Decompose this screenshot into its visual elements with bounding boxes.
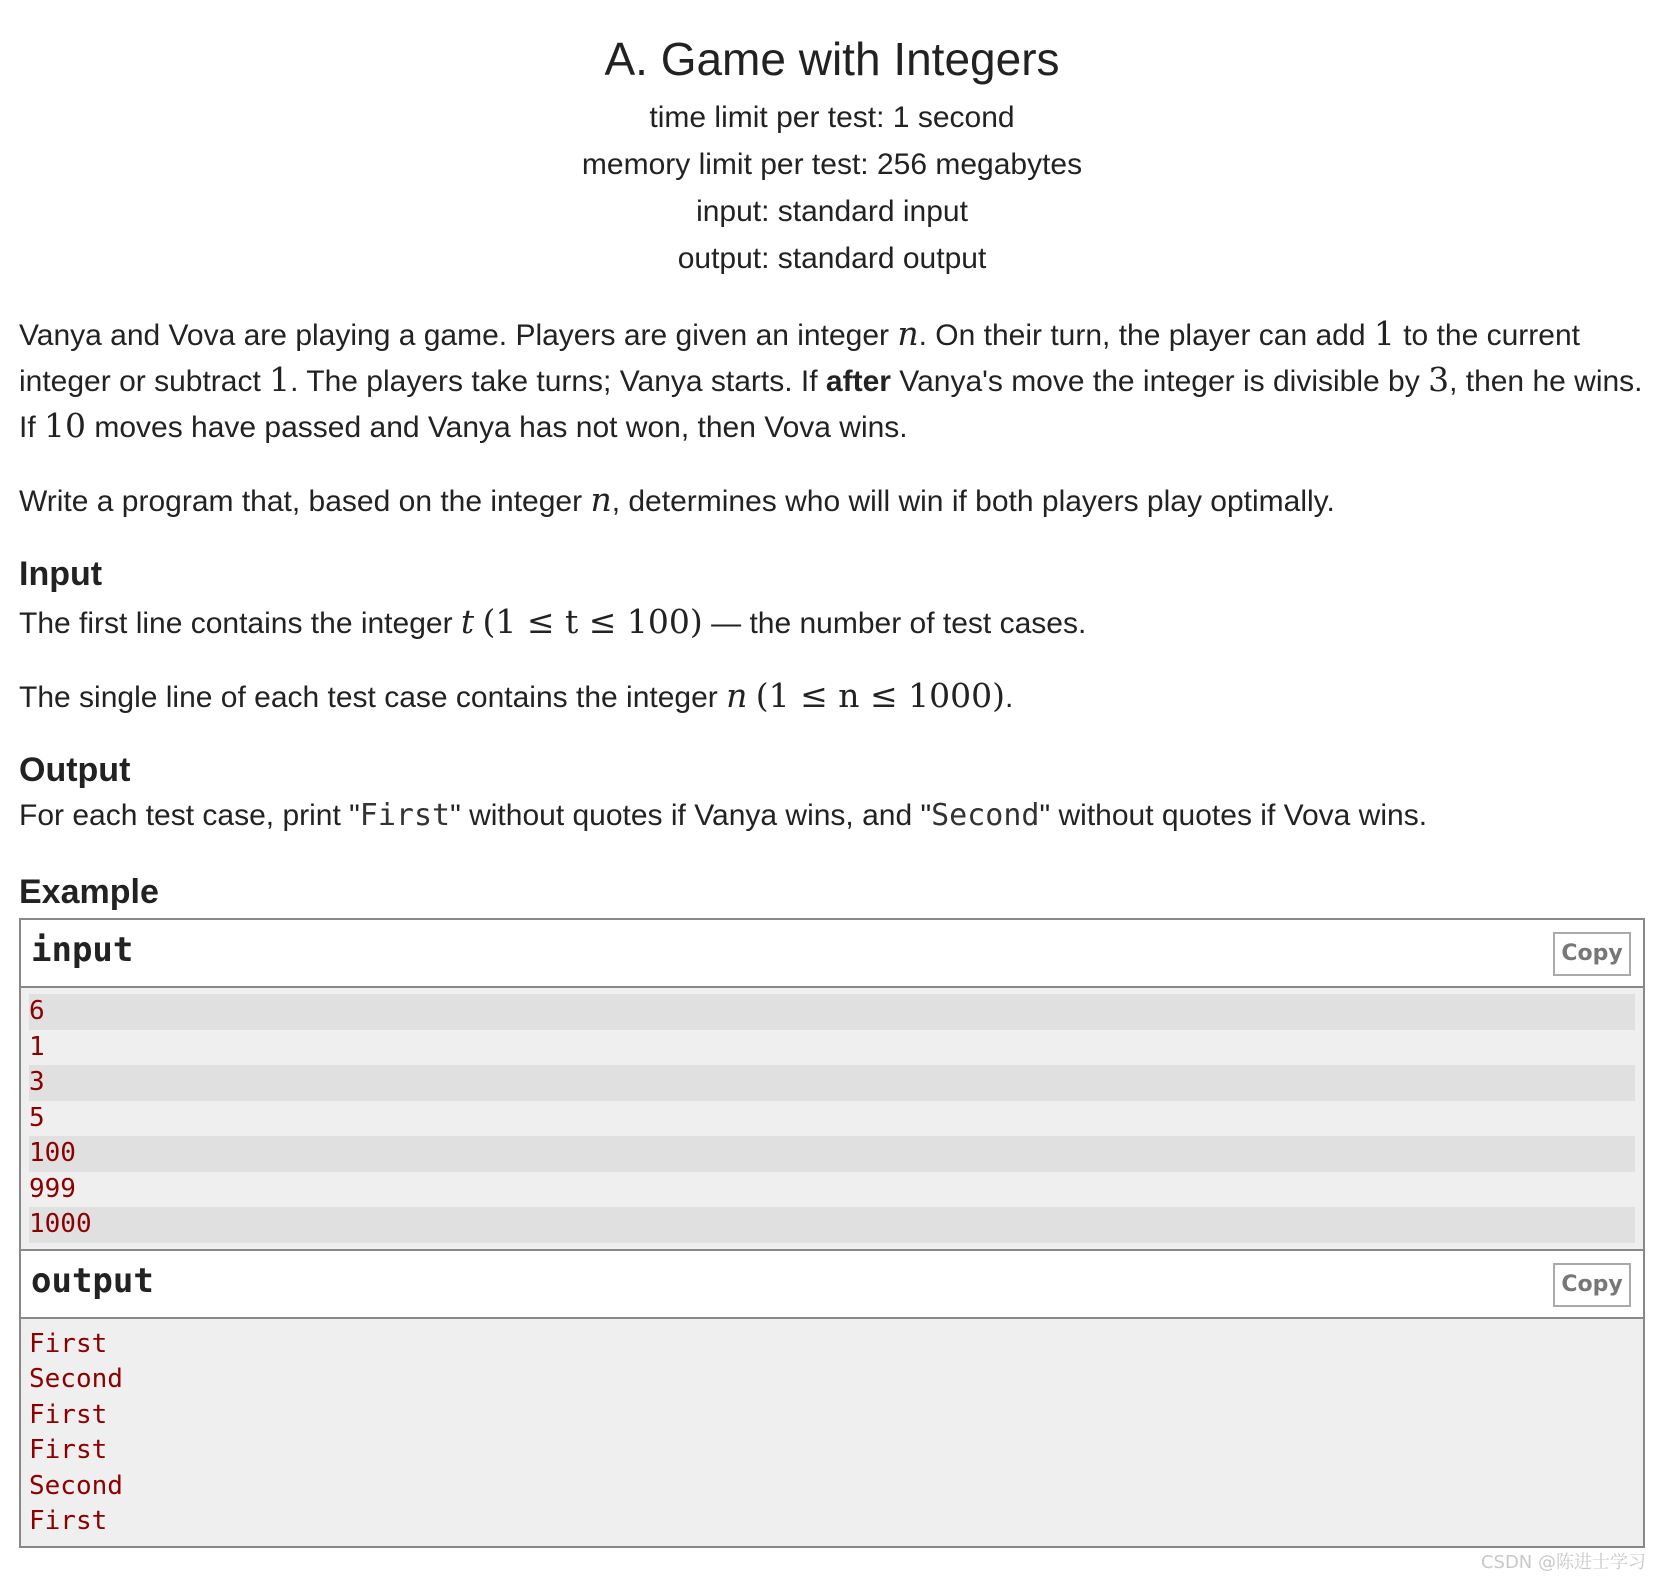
watermark: CSDN @陈进士学习 <box>1480 1552 1646 1573</box>
output-line: First <box>29 1399 108 1430</box>
input-line: 6 <box>29 994 1635 1030</box>
text: — the number of test cases. <box>702 607 1087 640</box>
text: Vanya and Vova are playing a game. Players are given an integer <box>19 319 898 352</box>
math-constraint-n: (1 ≤ n ≤ 1000) <box>755 676 1005 715</box>
sample-input-header <box>21 920 1643 988</box>
text: , then he wins. If <box>19 365 1643 444</box>
input-paragraph-1 <box>19 600 1645 646</box>
sample-output-body[interactable] <box>21 1319 1643 1546</box>
sample-output-header <box>21 1251 1643 1319</box>
input-line: 3 <box>29 1065 1635 1101</box>
output-line: Second <box>29 1364 123 1394</box>
input-line: 999 <box>29 1173 76 1204</box>
math-var-n: n <box>726 676 748 715</box>
math-var-n: n <box>897 314 919 353</box>
output-line: First <box>29 1328 108 1359</box>
text: Vanya's move the integer is divisible by <box>890 365 1429 398</box>
problem-header <box>19 0 1645 282</box>
text: . <box>1004 681 1014 714</box>
code-second: Second <box>931 798 1040 833</box>
problem-page <box>19 0 1645 1548</box>
copy-input-button[interactable]: Copy <box>1553 932 1631 976</box>
math-constraint-t: (1 ≤ t ≤ 100) <box>482 602 703 641</box>
sample-output-label: output <box>31 1260 154 1301</box>
example-section-title: Example <box>19 873 159 911</box>
output-line: First <box>29 1435 108 1465</box>
math-one: 1 <box>269 360 291 399</box>
input-line: 100 <box>29 1136 1635 1172</box>
input-line: 1000 <box>29 1207 1635 1243</box>
text: For each test case, print " <box>19 799 360 832</box>
sample-tests <box>19 918 1645 1548</box>
memory-limit: memory limit per test: 256 megabytes <box>581 148 1083 181</box>
time-limit: time limit per test: 1 second <box>649 101 1015 134</box>
text: moves have passed and Vanya has not won, then Vova wins. <box>86 411 908 444</box>
input-paragraph-2 <box>19 674 1645 720</box>
input-type: input: standard input <box>696 195 968 228</box>
text: to the current integer or subtract <box>19 319 1580 398</box>
math-ten: 10 <box>44 406 87 445</box>
problem-limits <box>19 94 1645 282</box>
output-type: output: standard output <box>677 242 987 275</box>
text: Write a program that, based on the integer <box>19 485 591 518</box>
text: The first line contains the integer <box>19 607 461 640</box>
sample-input-body[interactable] <box>21 988 1643 1249</box>
input-line: 5 <box>29 1102 45 1133</box>
text: , determines who will win if both players play optimally. <box>611 485 1335 518</box>
output-paragraph-1 <box>19 794 1645 838</box>
copy-output-button[interactable]: Copy <box>1553 1263 1631 1307</box>
math-three: 3 <box>1428 360 1450 399</box>
input-line: 1 <box>29 1031 45 1062</box>
text: " without quotes if Vova wins. <box>1039 799 1428 832</box>
math-var-n: n <box>590 480 612 519</box>
bold-after: after <box>825 365 891 398</box>
output-section-title: Output <box>19 751 131 789</box>
statement-paragraph-2 <box>19 478 1645 524</box>
text: " without quotes if Vanya wins, and " <box>450 799 932 832</box>
output-line: Second <box>29 1470 123 1501</box>
math-one: 1 <box>1373 314 1395 353</box>
text: . On their turn, the player can add <box>918 319 1374 352</box>
sample-input-label: input <box>31 930 134 970</box>
text: . The players take turns; Vanya starts. If <box>290 365 826 398</box>
math-var-t: t <box>460 602 475 641</box>
code-first: First <box>359 798 451 833</box>
problem-title: A. Game with Integers <box>604 33 1060 85</box>
text: The single line of each test case contains the integer <box>19 681 727 714</box>
input-section-title: Input <box>19 555 103 593</box>
output-line: First <box>29 1506 108 1536</box>
statement-paragraph-1 <box>19 312 1645 450</box>
